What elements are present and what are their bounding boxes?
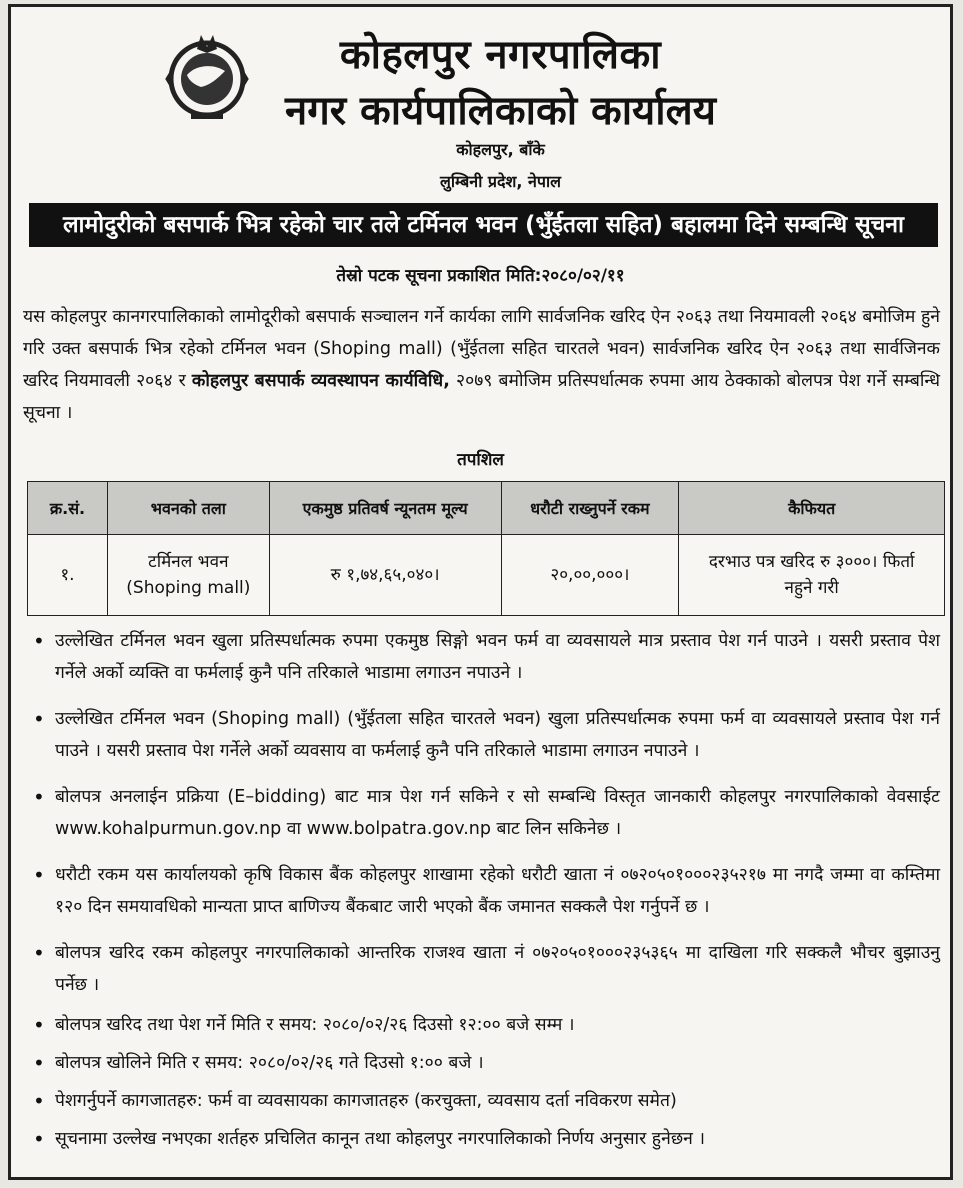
col-header-min-price: एकमुष्ठ प्रतिवर्ष न्यूनतम मूल्य [269,482,501,535]
list-item [25,1123,940,1155]
intro-bold: कोहलपुर बसपार्क व्यवस्थापन कार्यविधि, [191,371,450,391]
list-item [25,937,940,1001]
list-item-text: बोलपत्र खरिद तथा पेश गर्ने मिति र समय: २०८०/०२/२६ दिउसो १२:०० बजे सम्म । [55,1015,575,1035]
cell-floor-line1: टर्मिनल भवन [148,552,229,572]
cell-sn: १. [28,535,108,616]
office-name: कोहलपुर नगरपालिका [339,32,662,78]
intro-part2: २०७९ बमोजिम प्रतिस्पर्धात्मक रुपमा आय ठेक्काको बोलपत्र पेश गर्ने सम्बन्धि सूचना । [23,371,940,423]
col-header-remarks: कैफियत [679,482,945,535]
list-item [25,781,940,845]
cell-remarks-line2: नहुने गरी [784,578,839,598]
list-item-text: बोलपत्र खरिद रकम कोहलपुर नगरपालिकाको आन्तरिक राजश्व खाता नं ०७२०५०१०००२३५३६५ मा दाखिला गरि सक्कलै भौचर बुझाउनु पर्नेछ । [55,943,940,995]
table-row [28,535,945,616]
intro-paragraph [23,301,940,429]
conditions-list [25,625,940,1155]
list-item-text: सूचनामा उल्लेख नभएका शर्तहरु प्रचिलित कानून तथा कोहलपुर नगरपालिकाको निर्णय अनुसार हुनेछन । [55,1129,705,1149]
office-subtitle: नगर कार्यपालिकाको कार्यालय [285,88,716,134]
bullet-dot-icon: • [33,707,45,731]
list-item-text: धरौटी रकम यस कार्यालयको कृषि विकास बैंक कोहलपुर शाखामा रहेको धरौटी खाता नं ०७२०५०१०००२३५२१७ मा नगदै जम्मा वा कम्तिमा १२० दिन समयावधिको मान्यता प्राप्त बाणिज्य बैंकबाट जारी भएको बैंक जमानत सक्कलै पेश गर्नुपर्ने छ । [55,865,940,917]
cell-min-price: रु १,७४,६५,०४०। [269,535,501,616]
list-item [25,1009,940,1041]
col-header-floor: भवनको तला [107,482,269,535]
list-item [25,625,940,689]
bullet-dot-icon: • [33,785,45,809]
cell-remarks [679,535,945,616]
intro-part1: यस कोहलपुर कानगरपालिकाको लामोदूरीको बसपार्क सञ्चालन गर्ने कार्यका लागि सार्वजनिक खरिद ऐन २०६३ तथा नियमावली २०६४ बमोजिम हुने गरि उक्त बसपार्क भित्र रहेको टर्मिनल भवन (Shoping mall) (भुँईतला सहित चारतले भवन) सार्वजनिक खरिद ऐन २०६३ तथा सार्वजिनक खरिद नियमावली २०६४ र [23,307,940,391]
notice-title-banner: लामोदुरीको बसपार्क भित्र रहेको चार तले टर्मिनल भवन (भुँईतला सहित) बहालमा दिने सम्बन्धि सूचना [29,203,938,247]
bullet-dot-icon: • [33,1013,45,1037]
list-item [25,859,940,923]
list-item-text: उल्लेखित टर्मिनल भवन खुला प्रतिस्पर्धात्मक रुपमा एकमुष्ठ सिङ्गो भवन फर्म वा व्यवसायले मात्र प्रस्ताव पेश गर्न पाउने । यसरी प्रस्ताव पेश गर्नेले अर्को व्यक्ति वा फर्मलाई कुनै पनि तरिकाले भाडामा लगाउन नपाउने । [55,631,940,683]
list-item [25,703,940,767]
header [11,7,950,203]
details-heading: तपशिल [457,450,504,470]
list-item-text: पेशगर्नुपर्ने कागजातहरु: फर्म वा व्यवसायका कागजातहरु (करचुक्ता, व्यवसाय दर्ता नविकरण समेत) [55,1091,677,1111]
cell-floor [107,535,269,616]
bullet-dot-icon: • [33,1051,45,1075]
list-item-text: बोलपत्र अनलाईन प्रक्रिया (E–bidding) बाट मात्र पेश गर्न सकिने र सो सम्बन्धि विस्तृत जानकारी कोहलपुर नगरपालिकाको वेवसाईट www.kohalpurmun.gov.np वा www.bolpatra.gov.np बाट लिन सकिनेछ । [55,787,940,839]
bullet-dot-icon: • [33,941,45,965]
publication-date: तेस्रो पटक सूचना प्रकाशित मिति:२०८०/०२/११ [336,266,625,286]
list-item [25,1047,940,1079]
address-province: लुम्बिनी प्रदेश, नेपाल [439,172,561,191]
bullet-dot-icon: • [33,1127,45,1151]
notice-page [8,4,953,1180]
cell-floor-line2: (Shoping mall) [126,578,251,598]
col-header-deposit: धरौटी राख्नुपर्ने रकम [501,482,679,535]
list-item [25,1085,940,1117]
table-header-row [28,482,945,535]
col-header-sn: क्र.सं. [28,482,108,535]
address-city: कोहलपुर, बाँके [456,140,545,159]
bullet-dot-icon: • [33,1089,45,1113]
details-table [27,481,945,616]
list-item-text: उल्लेखित टर्मिनल भवन (Shoping mall) (भुँईतला सहित चारतले भवन) खुला प्रतिस्पर्धात्मक रुपमा फर्म वा व्यवसायले प्रस्ताव पेश गर्न पाउने । यसरी प्रस्ताव पेश गर्नेले अर्को व्यवसाय वा फर्मलाई कुनै पनि तरिकाले भाडामा लगाउन नपाउने । [55,709,940,761]
cell-remarks-line1: दरभाउ पत्र खरिद रु ३०००। फिर्ता [708,552,915,572]
list-item-text: बोलपत्र खोलिने मिति र समय: २०८०/०२/२६ गते दिउसो १:०० बजे । [55,1053,484,1073]
cell-deposit: २०,००,०००। [501,535,679,616]
bullet-dot-icon: • [33,863,45,887]
bullet-dot-icon: • [33,629,45,653]
